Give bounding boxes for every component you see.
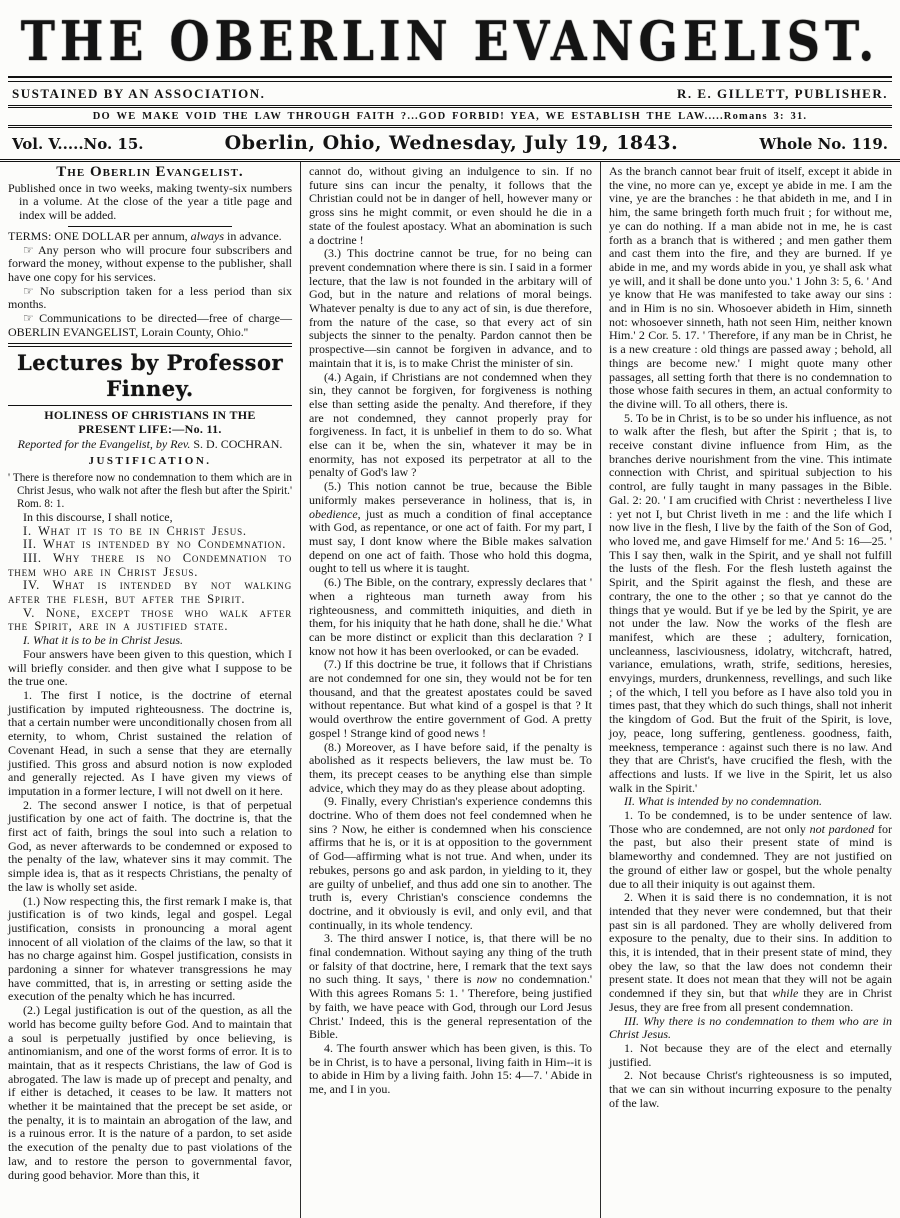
dateline: Oberlin, Ohio, Wednesday, July 19, 1843.: [224, 132, 679, 154]
outline-heading: I. What it is to be in Christ Jesus.: [23, 523, 247, 538]
article-paragraph: As the branch cannot bear fruit of itself, except it abide in the vine, no more can ye, except ye abide in me. I am the vine, ye are the branches : he that abideth in me, and I in him, the same bringeth forth much fruit ; for without me, ye can do nothing. If a man abide not in me, he is cast forth as a branch that is withered ; and men gather them and cast them into the fire, and they are burned. If ye abide in me, and my words abide in you, ye shall ask what ye will, and it shall be done unto you.' 1 John 3: 5, 6. ' And ye know that He was manifested to take away our sins : and in Him is no sin. Whosoever abideth in Him, sinneth not: whosoever sinneth, hath not seen Him, neither known Him.' 2 Cor. 5. 17. ' Therefore, if any man be in Christ, he is a new creature : old things are passed away ; behold, all things are become new.' I might quote many other passages, all setting forth that there is no condemnation to those whose faith secures in them, an actual conformity to the divine will. To all others, there is.: [609, 164, 892, 411]
newspaper-title: THE OBERLIN EVANGELIST.: [20, 9, 880, 73]
article-paragraph: 1. Not because they are of the elect and eternally justified.: [609, 1041, 892, 1069]
article-paragraph: (6.) The Bible, on the contrary, expressly declares that ' when a righteous man turneth away from his righteousness, and committeth iniquities, and dieth in them, for his iniquity that he hath done, shall he die.' What can be more distinct or explicit than this declaration ? I know not how it has been overlooked, or can be evaded.: [309, 575, 592, 658]
outline-heading: IV. What is intended by not walking after the flesh, but after the Spirit.: [8, 578, 292, 607]
motto-text: DO WE MAKE VOID THE LAW THROUGH FAITH ?...GOD FORBID! YEA, WE ESTABLISH THE LAW.....Romans 3: 31.: [92, 111, 808, 122]
article-paragraph: 2. Not because Christ's righteousness is so imputed, that we can sin without incurring exposure to the penalty of the law.: [609, 1068, 892, 1110]
division-heading: I. What it is to be in Christ Jesus.: [23, 633, 183, 648]
article-paragraph: Four answers have been given to this question, which I will briefly consider. and then give what I suppose to be the true one.: [8, 646, 292, 689]
column-section-title: The Oberlin Evangelist.: [56, 164, 244, 180]
article-paragraph: In this discourse, I shall notice,: [23, 509, 173, 524]
article-paragraph: (5.) This notion cannot be true, because the Bible uniformly makes perseverance in holiness, that is, in obedience, just as much a condition of final acceptance with God, as repentance, or one act of faith. For my part, I must say, I dont know where the Bible makes salvation depend on one act of faith. Those who hold this dogma, ought to tell us where it is taught.: [309, 479, 592, 576]
volume-number: Vol. V.....No. 15.: [12, 135, 144, 153]
article-paragraph: (4.) Again, if Christians are not condemned when they sin, they cannot be forgiven, for forgiveness is nothing else than setting aside the penalty. And therefore, if they are not condemned, they cannot properly pray for forgiveness. In fact, it is unbelief in them to do so. What else can it be, when the sin, whatever it may be in enormity, has not exposed its perpetrator at all to the penalty of God's law ?: [309, 369, 592, 480]
article-paragraph: (2.) Legal justification is out of the question, as all the world has become guilty before God. And to maintain that a soul is perpetually justified by once believing, is antinomianism, and one of the worst forms of error. It is to maintain, that as it respects Christians, the law of God is abrogated. The law is made up of precept and penalty, and if either is detached, it ceases to be law. It matters not whether it be maintained that the precept be set aside, or the penalty, it is to maintain an abrogation of the law, and is a ruinous error. It is the nature of a pardon, to set aside the execution of the penalty due to past violations of the law, and to restore the person to governmental favor, during good behavior. More than this, it: [8, 1003, 292, 1182]
article-paragraph: Published once in two weeks, making twenty-six numbers in a volume. At the close of the year a title page and index will be added.: [8, 180, 292, 223]
article-paragraph: (7.) If this doctrine be true, it follows that if Christians are not condemned for one sin, they would not be for ten thousand, and that the greatest apostates could be saved without repentance. But what kind of a gospel is that ? It would overthrow the entire government of God. A pretty gospel ! Strange kind of good news !: [309, 657, 592, 740]
article-paragraph: (3.) This doctrine cannot be true, for no being can prevent condemnation where there is sin. I said in a former lecture, that the law is not founded in the arbitary will of God, but in the nature and relations of moral beings. Whatever penalty is due to any act of sin, is due therefore, from the nature of the case, so that every act of sin subjects the sinner to the penalty. Pardon cannot then be prospective—sin cannot be forgiven in advance, and to maintain that it is, is to make Christ the minister of sin.: [309, 246, 592, 370]
article-paragraph: 3. The third answer I notice, is, that there will be no final condemnation. Without saying any thing of the truth or falsity of that doctrine, here, I remark that the text says no such thing. It says, ' there is now no condemnation.' With this agrees Romans 5: 1. ' Therefore, being justified by faith, we have peace with God, through our Lord Jesus Christ.' Indeed, this is the general representation of the Bible.: [309, 931, 592, 1042]
article-paragraph: ☞ Communications to be directed—free of charge— OBERLIN EVANGELIST, Lorain County, Ohio.'': [8, 311, 292, 339]
whole-number: Whole No. 119.: [759, 135, 888, 153]
column-3: [600, 162, 900, 1218]
article-paragraph: cannot do, without giving an indulgence to sin. If no future sins can incur the penalty, it follows that the Christian could not be in danger of hell, however many or gross sins he might commit, or even should he die in a state of the foulest apostacy. What an abomination is such a doctrine !: [309, 164, 592, 247]
column-1: [0, 162, 300, 1218]
division-heading: III. Why there is no condemnation to them who are in Christ Jesus.: [609, 1013, 892, 1042]
article-paragraph: 2. When it is said there is no condemnation, it is not intended that they never were condemned, but that their past sin is all pardoned. They are wholly delivered from exposure to the penalty, due to their sins. In addition to this, it is intended, that in their present state of mind, they obey the law, so that the law does not condemn their present state. It does not mean that they will not be again condemned if they sin, but that while they are in Christ Jesus, they are free from all present condemnation.: [609, 890, 892, 1014]
article-paragraph: 4. The fourth answer which has been given, is this. To be in Christ, is to have a personal, living faith in Him--it is to abide in Him by a living faith. John 15: 4—7. ' Abide in me, and I in you.: [309, 1041, 592, 1097]
outline-heading: V. None, except those who walk after the Spirit, are in a justified state.: [8, 605, 292, 634]
article-paragraph: 2. The second answer I notice, is that of perpetual justification by one act of faith. The doctrine is, that the first act of faith, brings the soul into such a relation to God, as never afterwards to be condemned or exposed to the penalty of the law, whatever sins it may commit. The simple idea is, that as it respects Christians, the penalty of the law is wholly set aside.: [8, 797, 292, 894]
article-paragraph: 5. To be in Christ, is to be so under his influence, as not to walk after the flesh, but after the Spirit ; that is, to receive constant divine influence from Him, as the branches derive nourishment from the vine. This intimate connection with Christ, and spiritual subjection to his control, are fully taught in many passages in the Bible. Gal. 2: 20. ' I am crucified with Christ : nevertheless I live : yet not I, but Christ liveth in me : and the life which I now live in the flesh, I live by the faith of the Son of God, who loved me, and gave Himself for me.' And 5: 16—25. ' This I say then, walk in the Spirit, and ye shall not fulfill the lusts of the flesh. For the flesh lusteth against the Spirit, and the Spirit against the flesh, and these are contrary, the one to the other ; so that ye cannot do the things that ye would. But if ye be led by the Spirit, ye are not under the law. Now the works of the flesh are manifest, which are these ; adultery, fornication, uncleanness, lasciviousness, idolatry, witchcraft, hatred, variance, emulations, wrath, strife, seditions, heresies, envyings, murders, drunkenness, revellings, and such like ; of the which, I tell you before as I have also told you in times past, that they which do such things, shall not inherit the kingdom of God. But the fruit of the Spirit, is love, joy, peace, long suffering, gentleness. goodness, faith, meekness, temperance : against such there is no law. And they that are Christ's, have crucified the flesh, with the affections and lusts. If we live in the Spirit, let us also walk in the Spirit.': [609, 410, 892, 795]
article-title: Lectures by Professor Finney.: [8, 350, 292, 406]
article-paragraph: TERMS: ONE DOLLAR per annum, always in advance.: [8, 228, 282, 243]
article-paragraph: 1. To be condemned, is to be under sentence of law. Those who are condemned, are not only not pardoned for the past, but also their present state of mind is blameworthy and condemned. They are not justified on the ground of either law or gospel, but the whole penalty due to all their iniquity is out against them.: [609, 808, 893, 891]
short-divider-rule: [68, 226, 233, 227]
masthead: [0, 0, 900, 159]
motto-band: [8, 105, 892, 128]
scripture-epigraph: ' There is therefore now no condemnation to them which are in Christ Jesus, who walk not after the flesh but after the Spirit.' Rom. 8: 1.: [8, 471, 292, 510]
outline-heading: III. Why there is no Condemnation to them who are in Christ Jesus.: [8, 550, 292, 579]
article-subtitle: HOLINESS OF CHRISTIANS IN THE PRESENT LIFE:—No. 11.: [44, 408, 256, 437]
section-heading: JUSTIFICATION.: [88, 455, 212, 468]
article-columns: [0, 159, 900, 1218]
column-2: [300, 162, 600, 1218]
outline-heading: II. What is intended by no Condemnation.: [23, 537, 287, 552]
article-paragraph: ☞ Any person who will procure four subscribers and forward the money, without expense to the publisher, shall have one copy for his services.: [8, 242, 292, 284]
article-paragraph: (8.) Moreover, as I have before said, if the penalty is abolished as it respects believers, the law must be. To them, its precept ceases to be anything else than simple advice, which they may do as they please about adopting.: [309, 739, 592, 795]
publisher-label: R. E. GILLETT, PUBLISHER.: [676, 86, 888, 101]
article-paragraph: (1.) Now respecting this, the first remark I make is, that justification is of two kinds, legal and gospel. Legal justification, consists in pronouncing a moral agent innocent of all violation of the claims of the law, so that it has no charge against him. Gospel justification, consists in pardoning a sinner for whatever transgressions he may have committed, that is, in arresting or setting aside the execution of the penalty which he has incurred.: [8, 893, 292, 1004]
byline: Reported for the Evangelist, by Rev. S. D. COCHRAN.: [17, 437, 283, 452]
article-paragraph: (9. Finally, every Christian's experience condemns this doctrine. Who of them does not feel condemned when he sins ? Now, he either is condemned when his conscience affirms that he is, or it is at opposition to the government of God—affirming what is not true. And when, under its rebukes, persons go and ask pardon, in yielding to it, they are guilty of unbelief, and thus add one sin to another. The truth is, every Christian's conscience condemns the doctrine, and it obviously is evil, and only evil, and that continually, in its whole tendency.: [309, 794, 592, 932]
sustained-by-label: SUSTAINED BY AN ASSOCIATION.: [12, 86, 266, 101]
publication-row: [8, 82, 892, 105]
article-paragraph: 1. The first I notice, is the doctrine of eternal justification by imputed righteousness. The doctrine is, that a certain number were unconditionally chosen from all eternity, to whom, Christ sustained the relation of Covenant Head, in such a sense that they are eternally justified. This gross and absurd notion is now exploded and generally rejected. As I have given my views of imputation in a former lecture, I will not dwell on it here.: [8, 687, 292, 798]
double-divider-rule: [8, 343, 292, 347]
article-paragraph: ☞ No subscription taken for a less period than six months.: [8, 283, 292, 312]
division-heading: II. What is intended by no condemnation.: [624, 794, 822, 809]
date-row: [8, 128, 892, 159]
